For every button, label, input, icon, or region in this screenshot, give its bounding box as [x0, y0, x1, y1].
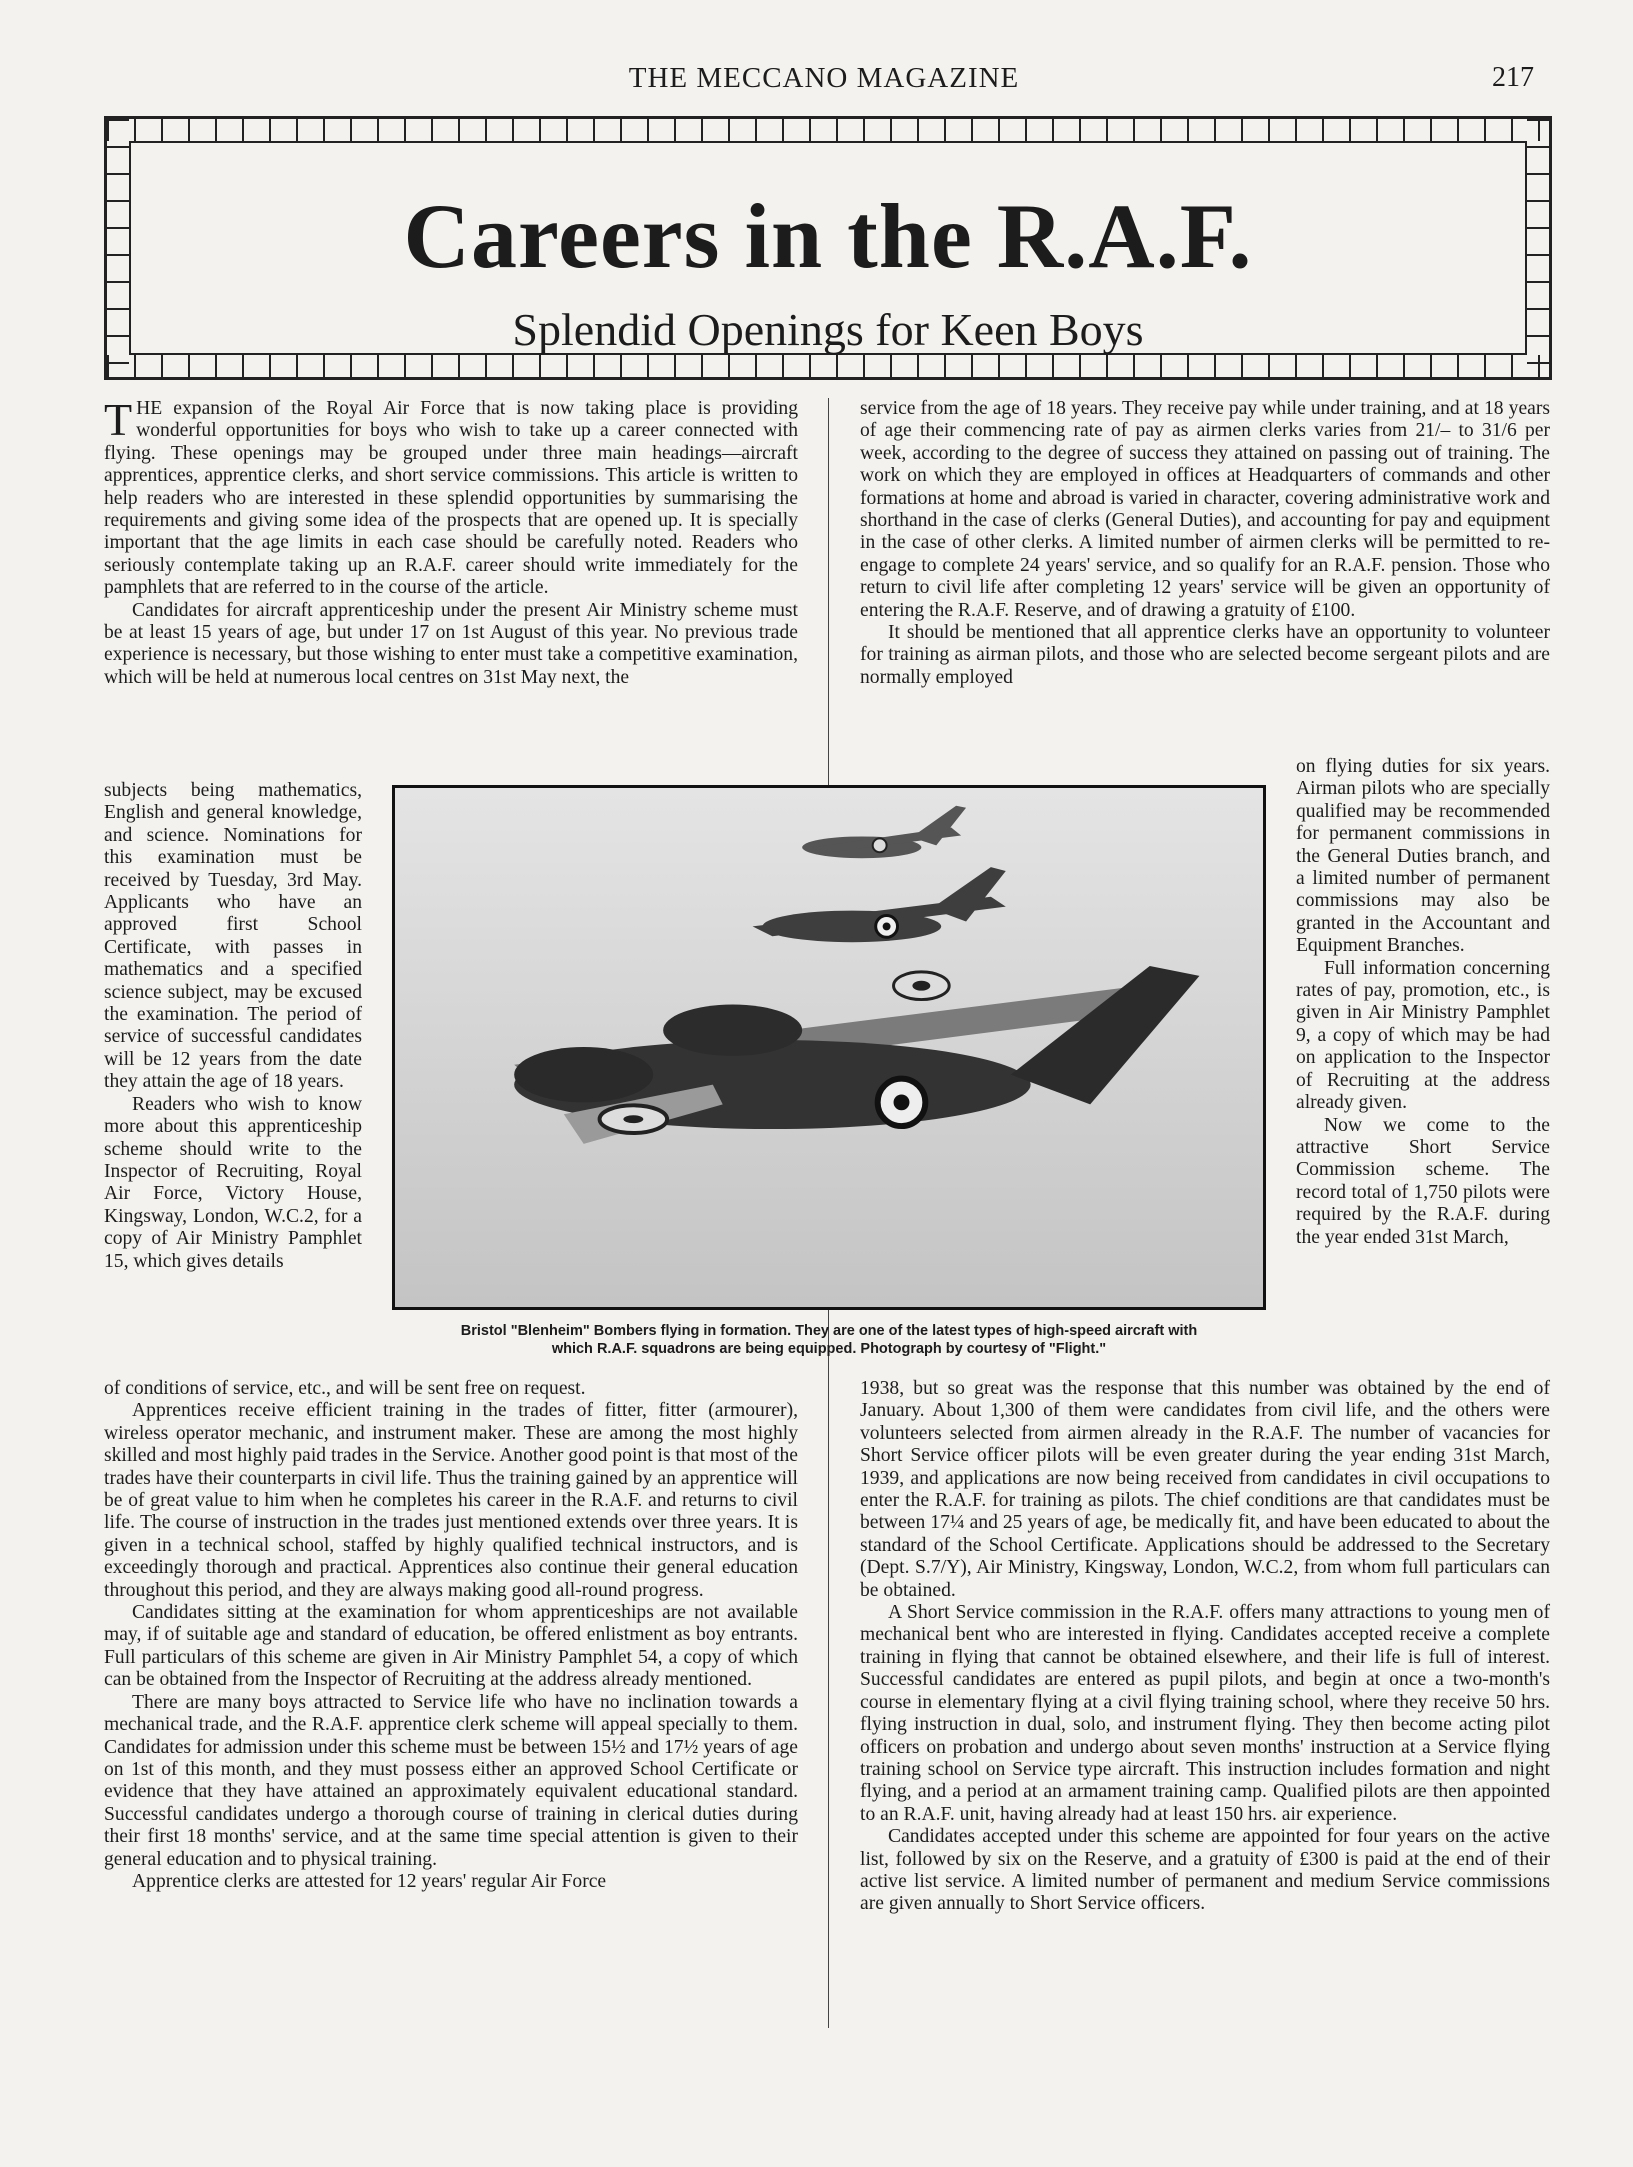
photo-caption	[392, 1322, 1266, 1358]
paragraph: Candidates for aircraft apprenticeship under the present Air Ministry scheme must be at least 15 years of age, but under 17 on 1st August of this year. No previous trade experience is necessary, but those wishing to enter must take a competitive examination, which will be held at numerous local centres on 31st May next, the	[104, 599, 798, 688]
paragraph: Apprentice clerks are attested for 12 years' regular Air Force	[132, 1870, 607, 1892]
right-column-bottom	[860, 1378, 1550, 1916]
aircraft-illustration	[395, 788, 1263, 1307]
paragraph: of conditions of service, etc., and will be sent free on request.	[104, 1378, 586, 1399]
paragraph: on flying duties for six years. Airman pilots who are specially qualified may be recommended for permanent commissions in the General Duties branch, and a limited number of permanent commissions may also be granted in the Accountant and Equipment Branches.	[1296, 756, 1550, 957]
left-column-top	[104, 394, 798, 689]
bomber-formation-photo	[392, 785, 1266, 1310]
right-column-narrow	[1296, 756, 1550, 1249]
drop-cap: T	[104, 394, 133, 445]
paragraph: Apprentices receive efficient training in the trades of fitter, fitter (armourer), wireless operator mechanic, and instrument maker. These are among the most highly skilled and most highly paid trades in the Service. Another good point is that most of the trades have their counterparts in civil life. Thus the training gained by an apprentice will be of great value to him when he completes his career in the R.A.F. and returns to civil life. The course of instruction in the trades just mentioned extends over three years. It is given in a technical school, staffed by highly qualified technical instructors, and is exceedingly thorough and practical. Apprentices also continue their general education throughout this period, and they are always making good all-round progress.	[104, 1400, 798, 1601]
paragraph: service from the age of 18 years. They receive pay while under training, and at 18 years of age their commencing rate of pay as airmen clerks varies from 21/– to 31/6 per week, according to the degree of success they attained on passing out of training. The work on which they are employed in offices at Headquarters of commands and other formations at home and abroad is varied in character, covering administrative work and shorthand in the case of clerks (General Duties), and accounting for pay and equipment in the case of other clerks. A limited number of airmen clerks will be permitted to re-engage to complete 24 years' service, and so qualify for an R.A.F. pension. Those who return to civil life after completing 12 years' service will be given an opportunity of entering the R.A.F. Reserve, and of drawing a gratuity of £100.	[860, 398, 1550, 621]
left-column-narrow	[104, 780, 362, 1273]
page-header	[104, 62, 1544, 102]
paragraph: Readers who wish to know more about this apprenticeship scheme should write to the Inspector of Recruiting, Royal Air Force, Victory House, Kingsway, London, W.C.2, for a copy of Air Ministry Pamphlet 15, which gives details	[104, 1093, 362, 1272]
title-frame	[104, 116, 1552, 380]
paragraph	[104, 394, 798, 600]
paragraph: Candidates accepted under this scheme are appointed for four years on the active list, followed by six on the Reserve, and a gratuity of £300 is paid at the end of their active list service. A limited number of permanent and medium Service commissions are given annually to Short Service officers.	[860, 1826, 1550, 1915]
left-column-bottom	[104, 1378, 798, 1893]
caption-line: Bristol "Blenheim" Bombers flying in formation. They are one of the latest types of high-speed aircraft with	[460, 1323, 1198, 1339]
article-title: Careers in the R.A.F.	[403, 185, 1253, 287]
caption-line: which R.A.F. squadrons are being equipped. Photograph by courtesy of "Flight."	[551, 1341, 1107, 1357]
magazine-name: THE MECCANO MAGAZINE	[628, 62, 1020, 94]
title-panel	[129, 141, 1527, 355]
paragraph: It should be mentioned that all apprentice clerks have an opportunity to volunteer for training as airman pilots, and those who are selected become sergeant pilots and are normally employed	[860, 622, 1550, 688]
paragraph: There are many boys attracted to Service life who have no inclination towards a mechanical trade, and the R.A.F. apprentice clerk scheme will appeal specially to them. Candidates for admission under this scheme must be between 15½ and 17½ years of age on 1st of this month, and they must possess either an approved School Certificate or evidence that they have attained an approximately equivalent educational standard. Successful candidates undergo a thorough course of training in clerical duties during their first 18 months' service, and at the same time special attention is given to their general education and to physical training.	[104, 1691, 798, 1870]
paragraph: Candidates sitting at the examination for whom apprenticeships are not available may, if of suitable age and standard of education, be offered enlistment as boy entrants. Full particulars of this scheme are given in Air Ministry Pamphlet 54, a copy of which can be obtained from the Inspector of Recruiting at the address already mentioned.	[104, 1602, 798, 1691]
paragraph: Full information concerning rates of pay, promotion, etc., is given in Air Ministry Pamphlet 9, a copy of which may be had on application to the Inspector of Recruiting at the address already given.	[1296, 957, 1550, 1114]
paragraph: subjects being mathematics, English and general knowledge, and science. Nominations for this examination must be received by Tuesday, 3rd May. Applicants who have an approved first School Certificate, with passes in mathematics and a specified science subject, may be excused the examination. The period of service of successful candidates will be 12 years from the date they attain the age of 18 years.	[104, 780, 362, 1093]
paragraph: 1938, but so great was the response that this number was obtained by the end of January. About 1,300 of them were candidates from civil life, and the others were volunteers selected from airmen already in the R.A.F. The number of vacancies for Short Service officer pilots will be even greater during the year ending 31st March, 1939, and applications are now being received from candidates in civil occupations to enter the R.A.F. for training as pilots. The chief conditions are that candidates must be between 17¼ and 25 years of age, be medically fit, and have been educated to about the standard of the School Certificate. Applications should be addressed to the Secretary (Dept. S.7/Y), Air Ministry, Kingsway, London, W.C.2, from whom full particulars can be obtained.	[860, 1378, 1550, 1601]
paragraph: Now we come to the attractive Short Service Commission scheme. The record total of 1,750 pilots were required by the R.A.F. during the year ended 31st March,	[1296, 1114, 1550, 1248]
page-number: 217	[1492, 62, 1534, 93]
right-column-top	[860, 398, 1550, 689]
paragraph: A Short Service commission in the R.A.F. offers many attractions to young men of mechanical bent who are interested in flying. Candidates accepted receive a complete training in flying that cannot be obtained elsewhere, and their life is full of interest. Successful candidates are entered as pupil pilots, and begin at once a two-month's course in elementary flying at a civil flying training school, where they receive 50 hrs. flying instruction in dual, solo, and instrument flying. They then become acting pilot officers on probation and undergo about seven months' instruction at a Service flying training school on Service type aircraft. This instruction includes formation and night flying, and a period at an armament training camp. Qualified pilots are then appointed to an R.A.F. unit, having already had at least 150 hrs. air experience.	[860, 1602, 1550, 1825]
article-subtitle: Splendid Openings for Keen Boys	[512, 304, 1144, 355]
paragraph-text: HE expansion of the Royal Air Force that is now taking place is providing wonderful opportunities for boys who wish to take up a career connected with flying. These openings may be grouped under three main headings—aircraft apprentices, apprentice clerks, and short service commissions. This article is written to help readers who are interested in these splendid opportunities by summarising the requirements and giving some idea of the prospects that are opened up. It is specially important that the age limits in each case should be carefully noted. Readers who seriously contemplate taking up an R.A.F. career should write immediately for the pamphlets that are referred to in the course of the article.	[104, 398, 798, 599]
